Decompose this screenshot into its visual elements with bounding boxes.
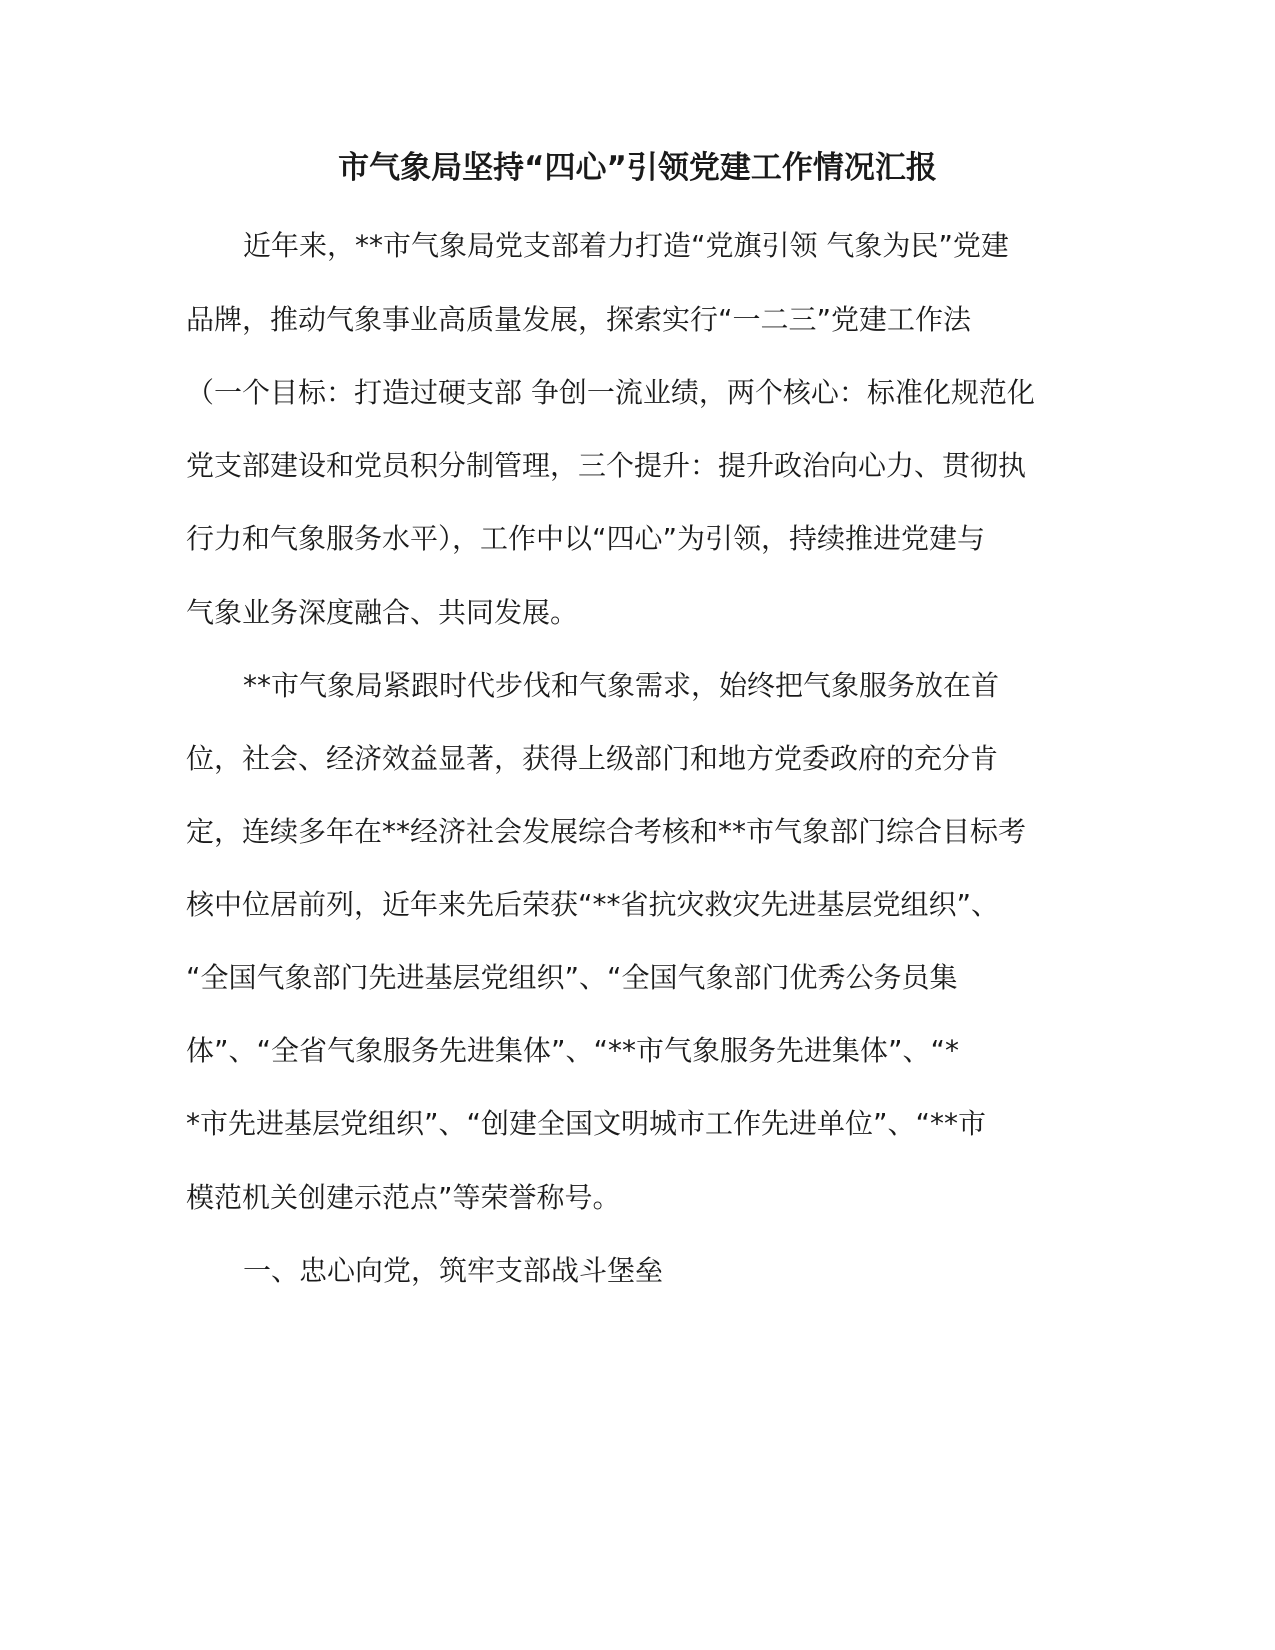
paragraph-line: *市先进基层党组织”、“创建全国文明城市工作先进单位”、“**市 [186,1107,987,1140]
paragraph-line: “全国气象部门先进基层党组织”、“全国气象部门优秀公务员集 [186,961,958,994]
paragraph-line: 行力和气象服务水平），工作中以“四心”为引领，持续推进党建与 [186,522,986,555]
paragraph-line: 位，社会、经济效益显著，获得上级部门和地方党委政府的充分肯 [186,742,999,775]
document-title: 市气象局坚持“四心”引领党建工作情况汇报 [338,150,937,186]
paragraph-line: 党支部建设和党员积分制管理，三个提升：提升政治向心力、贯彻执 [186,449,1027,482]
paragraph-line: 模范机关创建示范点”等荣誉称号。 [186,1181,621,1214]
paragraph-line: **市气象局紧跟时代步伐和气象需求，始终把气象服务放在首 [243,669,1000,702]
paragraph-line: 体”、“全省气象服务先进集体”、“**市气象服务先进集体”、“* [186,1034,960,1067]
paragraph-line: 近年来，**市气象局党支部着力打造“党旗引领 气象为民”党建 [243,229,1009,262]
paragraph-line: 品牌，推动气象事业高质量发展，探索实行“一二三”党建工作法 [186,303,972,336]
paragraph-line: （一个目标：打造过硬支部 争创一流业绩，两个核心：标准化规范化 [186,376,1035,409]
section-heading: 一、忠心向党，筑牢支部战斗堡垒 [243,1254,664,1287]
paragraph-line: 核中位居前列，近年来先后荣获“**省抗灾救灾先进基层党组织”、 [186,888,1000,921]
paragraph-line: 定，连续多年在**经济社会发展综合考核和**市气象部门综合目标考 [186,815,1027,848]
paragraph-line: 气象业务深度融合、共同发展。 [186,596,579,629]
